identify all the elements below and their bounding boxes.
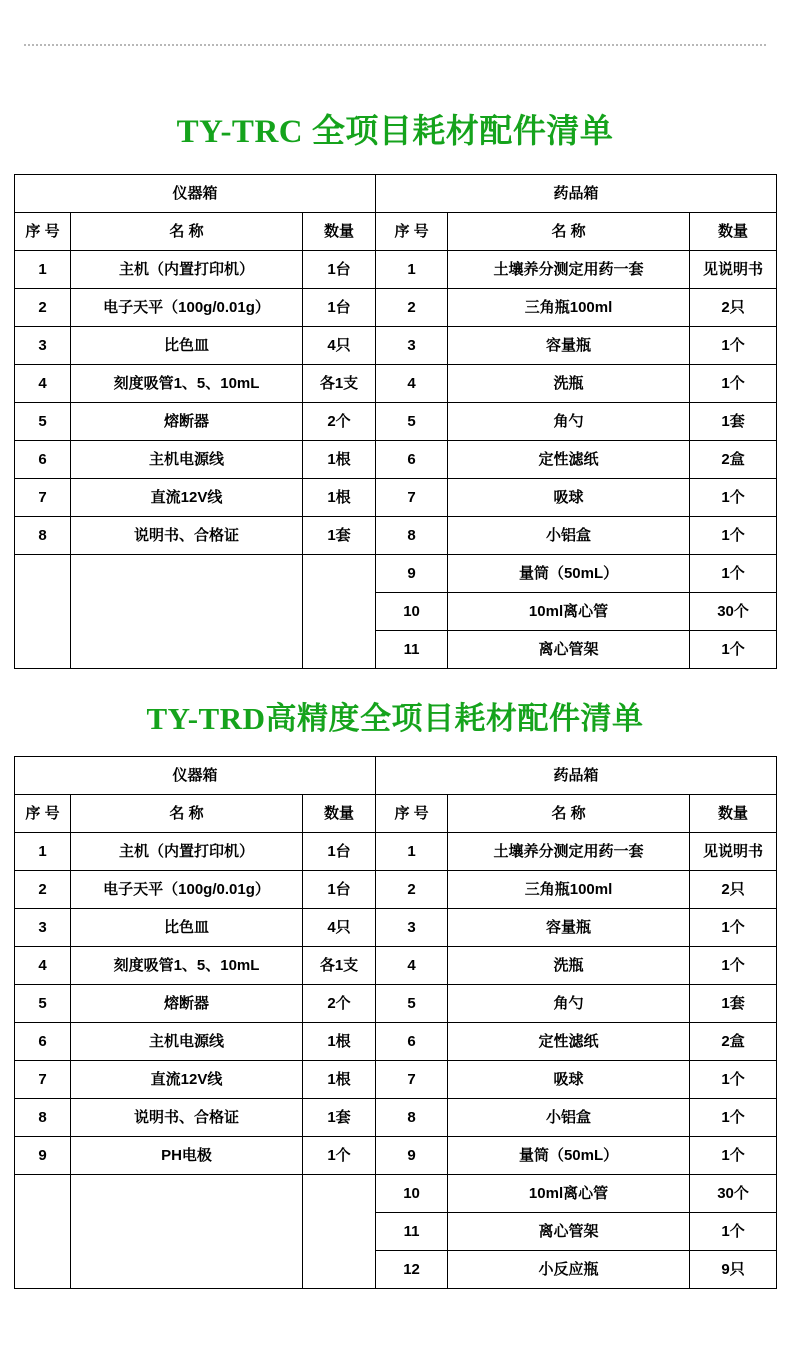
cell-no: 9 — [376, 555, 448, 593]
cell-qty: 1个 — [690, 479, 777, 517]
cell-name: 角勺 — [448, 403, 690, 441]
cell-empty — [15, 631, 71, 669]
table-row — [15, 1213, 777, 1251]
cell-empty — [15, 1175, 71, 1213]
table-row — [15, 327, 777, 365]
cell-empty — [15, 1213, 71, 1251]
cell-empty — [71, 1251, 303, 1289]
cell-no: 8 — [376, 1099, 448, 1137]
col-header-qty-right: 数量 — [690, 213, 777, 251]
cell-name: 定性滤纸 — [448, 441, 690, 479]
cell-no: 3 — [15, 909, 71, 947]
cell-no: 9 — [376, 1137, 448, 1175]
cell-empty — [71, 1175, 303, 1213]
cell-no: 6 — [376, 441, 448, 479]
table-row — [15, 479, 777, 517]
col-header-qty-left: 数量 — [303, 795, 376, 833]
cell-name: 比色皿 — [71, 909, 303, 947]
table-row — [15, 1251, 777, 1289]
cell-no: 5 — [376, 985, 448, 1023]
table-row — [15, 1175, 777, 1213]
cell-qty: 2盒 — [690, 441, 777, 479]
col-header-no-right: 序 号 — [376, 795, 448, 833]
table-row — [15, 1023, 777, 1061]
cell-name: 容量瓶 — [448, 909, 690, 947]
table-row — [15, 365, 777, 403]
cell-name: 说明书、合格证 — [71, 517, 303, 555]
cell-no: 6 — [376, 1023, 448, 1061]
table-row — [15, 593, 777, 631]
cell-no: 8 — [15, 517, 71, 555]
col-header-name-left: 名 称 — [71, 795, 303, 833]
cell-no: 4 — [376, 947, 448, 985]
cell-qty: 1套 — [690, 403, 777, 441]
cell-no: 7 — [15, 479, 71, 517]
section-ty-trc — [14, 47, 776, 669]
table-column-headers — [15, 213, 777, 251]
table-row — [15, 441, 777, 479]
cell-qty: 1套 — [303, 1099, 376, 1137]
cell-name: 熔断器 — [71, 985, 303, 1023]
cell-no: 11 — [376, 631, 448, 669]
right-box-header: 药品箱 — [376, 175, 777, 213]
cell-name: 主机（内置打印机） — [71, 251, 303, 289]
cell-name: 吸球 — [448, 479, 690, 517]
cell-no: 1 — [15, 251, 71, 289]
cell-qty: 30个 — [690, 593, 777, 631]
col-header-no-left: 序 号 — [15, 213, 71, 251]
cell-name: 小铝盒 — [448, 517, 690, 555]
cell-name: 熔断器 — [71, 403, 303, 441]
document-page — [0, 44, 790, 1289]
table-column-headers — [15, 795, 777, 833]
cell-qty: 30个 — [690, 1175, 777, 1213]
cell-name: 10ml离心管 — [448, 593, 690, 631]
cell-qty: 1个 — [690, 1137, 777, 1175]
cell-no: 5 — [15, 985, 71, 1023]
cell-name: 离心管架 — [448, 631, 690, 669]
cell-no: 12 — [376, 1251, 448, 1289]
cell-no: 8 — [376, 517, 448, 555]
table-row — [15, 555, 777, 593]
cell-empty — [15, 555, 71, 593]
table-row — [15, 1137, 777, 1175]
table-row — [15, 833, 777, 871]
cell-qty: 2只 — [690, 289, 777, 327]
cell-no: 2 — [15, 289, 71, 327]
left-box-header: 仪器箱 — [15, 757, 376, 795]
cell-qty: 1台 — [303, 871, 376, 909]
cell-qty: 2盒 — [690, 1023, 777, 1061]
col-header-name-right: 名 称 — [448, 795, 690, 833]
table-row — [15, 517, 777, 555]
cell-empty — [71, 1213, 303, 1251]
cell-name: PH电极 — [71, 1137, 303, 1175]
cell-name: 说明书、合格证 — [71, 1099, 303, 1137]
cell-qty: 4只 — [303, 909, 376, 947]
cell-name: 吸球 — [448, 1061, 690, 1099]
cell-qty: 4只 — [303, 327, 376, 365]
cell-qty: 1根 — [303, 479, 376, 517]
table-row — [15, 289, 777, 327]
cell-name: 直流12V线 — [71, 479, 303, 517]
cell-name: 量筒（50mL） — [448, 1137, 690, 1175]
cell-no: 3 — [376, 327, 448, 365]
cell-qty: 1台 — [303, 289, 376, 327]
table-row — [15, 1061, 777, 1099]
cell-no: 7 — [376, 1061, 448, 1099]
page-title-trc: TY-TRC 全项目耗材配件清单 — [176, 114, 614, 150]
cell-qty: 2只 — [690, 871, 777, 909]
cell-qty: 2个 — [303, 985, 376, 1023]
cell-no: 3 — [15, 327, 71, 365]
cell-name: 刻度吸管1、5、10mL — [71, 365, 303, 403]
cell-empty — [303, 593, 376, 631]
table-row — [15, 251, 777, 289]
cell-qty: 2个 — [303, 403, 376, 441]
cell-no: 2 — [376, 289, 448, 327]
cell-name: 小铝盒 — [448, 1099, 690, 1137]
cell-qty: 1个 — [690, 909, 777, 947]
cell-name: 三角瓶100ml — [448, 289, 690, 327]
inventory-table-trd — [14, 756, 777, 1289]
cell-empty — [15, 1251, 71, 1289]
cell-name: 直流12V线 — [71, 1061, 303, 1099]
table-row — [15, 985, 777, 1023]
cell-qty: 1个 — [690, 1099, 777, 1137]
cell-qty: 见说明书 — [690, 833, 777, 871]
cell-name: 刻度吸管1、5、10mL — [71, 947, 303, 985]
cell-name: 量筒（50mL） — [448, 555, 690, 593]
cell-no: 7 — [376, 479, 448, 517]
cell-empty — [303, 1175, 376, 1213]
cell-name: 洗瓶 — [448, 947, 690, 985]
cell-name: 比色皿 — [71, 327, 303, 365]
cell-qty: 1根 — [303, 441, 376, 479]
cell-qty: 1套 — [690, 985, 777, 1023]
cell-no: 5 — [15, 403, 71, 441]
cell-no: 10 — [376, 593, 448, 631]
cell-name: 主机（内置打印机） — [71, 833, 303, 871]
cell-qty: 1台 — [303, 251, 376, 289]
cell-no: 3 — [376, 909, 448, 947]
cell-empty — [303, 631, 376, 669]
cell-no: 4 — [15, 365, 71, 403]
col-header-no-right: 序 号 — [376, 213, 448, 251]
cell-no: 1 — [15, 833, 71, 871]
cell-empty — [303, 1213, 376, 1251]
cell-name: 土壤养分测定用药一套 — [448, 833, 690, 871]
table-header-boxes — [15, 175, 777, 213]
cell-qty: 1个 — [690, 631, 777, 669]
col-header-qty-right: 数量 — [690, 795, 777, 833]
cell-no: 2 — [15, 871, 71, 909]
col-header-qty-left: 数量 — [303, 213, 376, 251]
table-row — [15, 1099, 777, 1137]
cell-no: 7 — [15, 1061, 71, 1099]
cell-qty: 见说明书 — [690, 251, 777, 289]
cell-name: 角勺 — [448, 985, 690, 1023]
cell-name: 电子天平（100g/0.01g） — [71, 871, 303, 909]
cell-qty: 1套 — [303, 517, 376, 555]
inventory-table-trc — [14, 174, 777, 669]
cell-no: 10 — [376, 1175, 448, 1213]
cell-qty: 各1支 — [303, 365, 376, 403]
cell-name: 洗瓶 — [448, 365, 690, 403]
left-box-header: 仪器箱 — [15, 175, 376, 213]
col-header-name-right: 名 称 — [448, 213, 690, 251]
cell-empty — [303, 1251, 376, 1289]
cell-no: 8 — [15, 1099, 71, 1137]
cell-qty: 1个 — [303, 1137, 376, 1175]
right-box-header: 药品箱 — [376, 757, 777, 795]
cell-qty: 1个 — [690, 327, 777, 365]
cell-no: 5 — [376, 403, 448, 441]
cell-qty: 1个 — [690, 1061, 777, 1099]
cell-name: 土壤养分测定用药一套 — [448, 251, 690, 289]
cell-no: 9 — [15, 1137, 71, 1175]
section-ty-trd — [14, 669, 776, 1289]
cell-qty: 1个 — [690, 555, 777, 593]
cell-empty — [71, 631, 303, 669]
cell-no: 4 — [15, 947, 71, 985]
col-header-no-left: 序 号 — [15, 795, 71, 833]
cell-no: 6 — [15, 1023, 71, 1061]
cell-no: 2 — [376, 871, 448, 909]
cell-name: 10ml离心管 — [448, 1175, 690, 1213]
table-row — [15, 871, 777, 909]
cell-qty: 1个 — [690, 517, 777, 555]
table-row — [15, 909, 777, 947]
cell-name: 小反应瓶 — [448, 1251, 690, 1289]
cell-no: 4 — [376, 365, 448, 403]
page-title-trd: TY-TRD高精度全项目耗材配件清单 — [146, 701, 644, 736]
cell-qty: 1台 — [303, 833, 376, 871]
cell-no: 6 — [15, 441, 71, 479]
cell-name: 容量瓶 — [448, 327, 690, 365]
cell-no: 1 — [376, 833, 448, 871]
cell-name: 离心管架 — [448, 1213, 690, 1251]
cell-name: 三角瓶100ml — [448, 871, 690, 909]
cell-empty — [15, 593, 71, 631]
cell-empty — [303, 555, 376, 593]
cell-qty: 1个 — [690, 947, 777, 985]
cell-qty: 1根 — [303, 1061, 376, 1099]
table-row — [15, 403, 777, 441]
cell-name: 主机电源线 — [71, 1023, 303, 1061]
table-row — [15, 631, 777, 669]
cell-qty: 1根 — [303, 1023, 376, 1061]
cell-no: 11 — [376, 1213, 448, 1251]
cell-qty: 1个 — [690, 1213, 777, 1251]
cell-empty — [71, 593, 303, 631]
cell-qty: 各1支 — [303, 947, 376, 985]
cell-empty — [71, 555, 303, 593]
cell-no: 1 — [376, 251, 448, 289]
col-header-name-left: 名 称 — [71, 213, 303, 251]
cell-name: 电子天平（100g/0.01g） — [71, 289, 303, 327]
table-row — [15, 947, 777, 985]
cell-qty: 1个 — [690, 365, 777, 403]
cell-name: 主机电源线 — [71, 441, 303, 479]
cell-name: 定性滤纸 — [448, 1023, 690, 1061]
cell-qty: 9只 — [690, 1251, 777, 1289]
table-header-boxes — [15, 757, 777, 795]
